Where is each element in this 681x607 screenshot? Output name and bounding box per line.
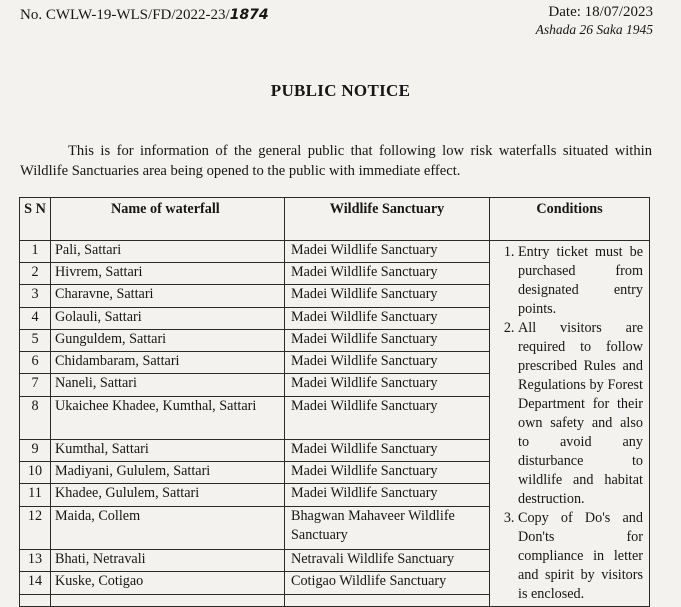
row-sn: 14 [20,572,51,594]
row-waterfall-name: Kumthal, Sattari [51,440,285,462]
row-sanctuary: Madei Wildlife Sanctuary [285,440,490,462]
row-waterfall-name: Maida, Collem [51,506,285,549]
row-sn: 13 [20,550,51,572]
row-sn: 11 [20,484,51,506]
reference-number-text: No. CWLW-19-WLS/FD/2022-23/ [20,7,230,23]
row-sn: 2 [20,263,51,285]
row-sanctuary: Madei Wildlife Sanctuary [285,352,490,374]
row-waterfall-name: Pali, Sattari [51,241,285,263]
header-name: Name of waterfall [51,198,285,241]
row-waterfall-name: Golauli, Sattari [51,307,285,329]
row-waterfall-name: Khadee, Gululem, Sattari [51,484,285,506]
row-sn: 9 [20,440,51,462]
condition-item: 2. All visitors are required to follow prescribed Rules and Regulations by Forest Department for their own safety and also to avoid any disturbance to wildlife and habitat destruction. [518,319,643,509]
row-waterfall-name: Hivrem, Sattari [51,263,285,285]
conditions-cell [490,241,650,607]
conditions-list [496,243,643,604]
condition-item: 3. Copy of Do's and Don'ts for compliance in letter and spirit by visitors is enclosed. [518,509,643,604]
row-sn: 7 [20,374,51,396]
row-waterfall-name: Naneli, Sattari [51,374,285,396]
row-sanctuary: Cotigao Wildlife Sanctuary [285,572,490,594]
row-sn: 8 [20,396,51,439]
row-waterfall-name: Madiyani, Gululem, Sattari [51,462,285,484]
row-sanctuary: Netravali Wildlife Sanctuary [285,550,490,572]
header-sanctuary: Wildlife Sanctuary [285,198,490,241]
row-sn: 10 [20,462,51,484]
row-sanctuary: Madei Wildlife Sanctuary [285,484,490,506]
row-sn: 4 [20,307,51,329]
table-body [20,241,650,607]
row-sanctuary: Madei Wildlife Sanctuary [285,329,490,351]
header-conditions: Conditions [490,198,650,241]
blank-cell [51,594,285,606]
row-sanctuary: Madei Wildlife Sanctuary [285,374,490,396]
handwritten-number: 1874 [229,7,269,23]
row-sn: 12 [20,506,51,549]
row-sanctuary: Madei Wildlife Sanctuary [285,396,490,439]
table-row [20,241,650,263]
row-waterfall-name: Charavne, Sattari [51,285,285,307]
row-waterfall-name: Bhati, Netravali [51,550,285,572]
row-sanctuary: Madei Wildlife Sanctuary [285,263,490,285]
row-waterfall-name: Kuske, Cotigao [51,572,285,594]
notice-title: PUBLIC NOTICE [270,81,411,100]
row-sanctuary: Madei Wildlife Sanctuary [285,285,490,307]
date-line: Date: 18/07/2023 [548,4,653,20]
row-waterfall-name: Chidambaram, Sattari [51,352,285,374]
row-sn: 6 [20,352,51,374]
row-sanctuary: Madei Wildlife Sanctuary [285,307,490,329]
reference-number [20,7,269,24]
date-block [536,4,653,38]
blank-cell [285,594,490,606]
row-sn: 3 [20,285,51,307]
row-sn: 1 [20,241,51,263]
condition-item: 1. Entry ticket must be purchased from designated entry points. [518,243,643,319]
saka-date-line: Ashada 26 Saka 1945 [535,22,653,37]
blank-cell [20,594,51,606]
table-header-row [20,198,650,241]
row-sanctuary: Bhagwan Mahaveer Wildlife Sanctuary [285,506,490,549]
waterfall-table [19,197,650,607]
row-sn: 5 [20,329,51,351]
row-sanctuary: Madei Wildlife Sanctuary [285,462,490,484]
row-waterfall-name: Ukaichee Khadee, Kumthal, Sattari [51,396,285,439]
intro-paragraph: This is for information of the general public that following low risk waterfalls situated within Wildlife Sanctuaries area being opened to the public with immediate effect. [20,143,652,179]
row-waterfall-name: Gunguldem, Sattari [51,329,285,351]
row-sanctuary: Madei Wildlife Sanctuary [285,241,490,263]
header-sn: S N [20,198,51,241]
